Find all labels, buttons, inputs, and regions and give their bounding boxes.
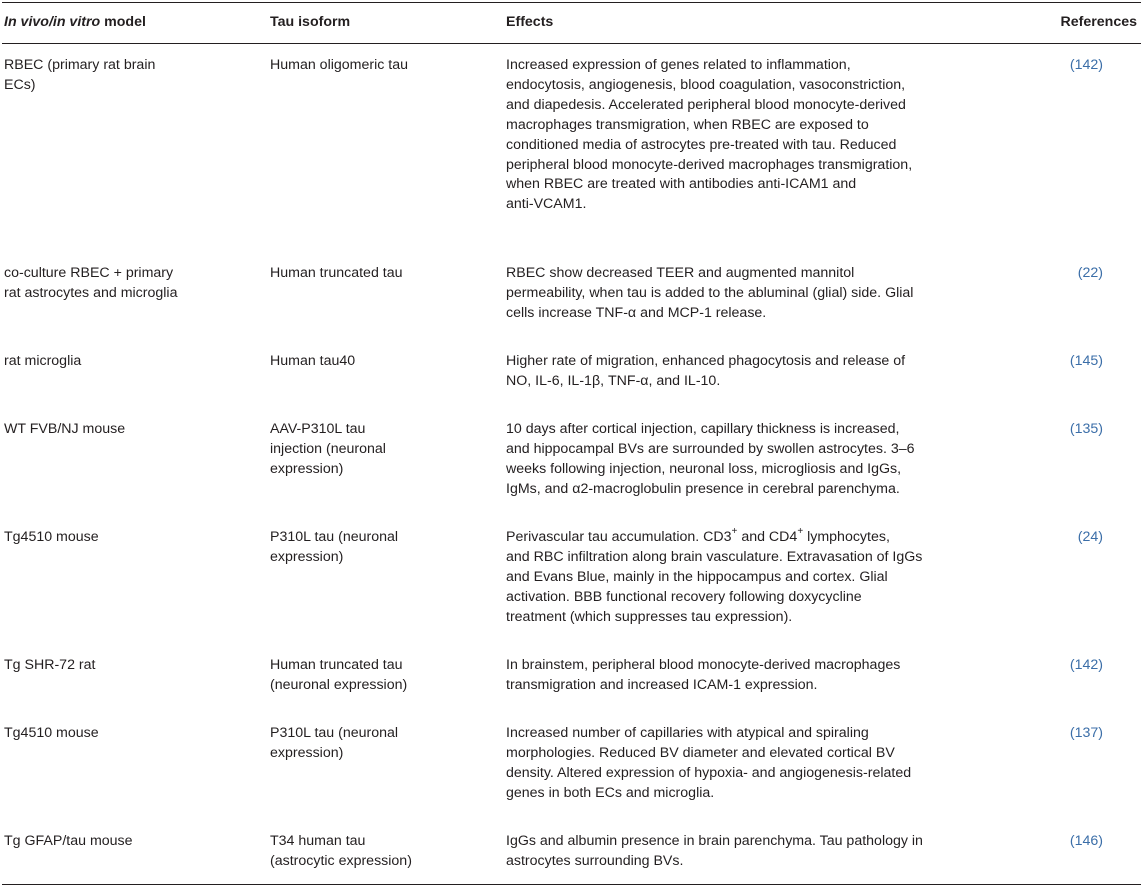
reference-link[interactable]: (142) (1069, 657, 1103, 673)
reference-link[interactable]: (22) (1077, 265, 1103, 281)
reference-link[interactable]: (137) (1069, 725, 1103, 741)
table-row (2, 340, 1141, 408)
reference-link[interactable]: (145) (1069, 353, 1103, 369)
cell-reference (1024, 724, 1141, 744)
cell-model: Tg4510 mouse (4, 725, 99, 741)
table-row (2, 408, 1141, 516)
cell-model: rat microglia (4, 353, 82, 369)
cell-effects: In brainstem, peripheral blood monocyte-derived macrophages transmigration and increased ICAM-1 expression. (506, 657, 901, 693)
cell-model: RBEC (primary rat brain ECs) (4, 57, 156, 93)
cell-effects: IgGs and albumin presence in brain parenchyma. Tau pathology in astrocytes surrounding BVs. (506, 833, 923, 869)
cell-isoform: T34 human tau (astrocytic expression) (270, 833, 412, 869)
cell-isoform: AAV-P310L tau injection (neuronal expression) (270, 421, 386, 477)
cell-effects: Perivascular tau accumulation. CD3+ and CD4+ lymphocytes, and RBC infiltration along brain vasculature. Extravasation of IgGs and Evans Blue, mainly in the hippocampus and cortex. Glial activation. BBB functional recovery following doxycycline treatment (which suppresses tau expression). (506, 526, 923, 625)
cell-reference (1024, 420, 1141, 440)
cell-model: Tg4510 mouse (4, 529, 99, 545)
cell-model: Tg GFAP/tau mouse (4, 833, 133, 849)
cell-reference (1024, 56, 1141, 76)
reference-link[interactable]: (135) (1069, 421, 1103, 437)
table-header (2, 2, 1141, 44)
reference-link[interactable]: (146) (1069, 833, 1103, 849)
cell-effects: Higher rate of migration, enhanced phagocytosis and release of NO, IL-6, IL-1β, TNF-α, and IL-10. (506, 353, 906, 389)
data-table (2, 2, 1141, 885)
table-row (2, 252, 1141, 340)
cell-effects: Increased expression of genes related to inflammation, endocytosis, angiogenesis, blood coagulation, vasoconstriction, and diapedesis. Accelerated peripheral blood monocyte-derived macrophages transmigration, when RBEC are exposed to conditioned media of astrocytes pre-treated with tau. Reduced peripheral blood monocyte-derived macrophages transmigration, when RBEC are treated with antibodies anti-ICAM1 and anti-VCAM1. (506, 57, 913, 213)
cell-effects: Increased number of capillaries with atypical and spiraling morphologies. Reduced BV diameter and elevated cortical BV density. Altered expression of hypoxia- and angiogenesis-related genes in both ECs and microglia. (506, 725, 912, 801)
cell-model: co-culture RBEC + primary rat astrocytes and microglia (4, 265, 178, 301)
cell-isoform: Human truncated tau (270, 265, 403, 281)
table-row (2, 44, 1141, 252)
header-effects: Effects (506, 14, 554, 31)
header-model: In vivo/in vitro model (4, 14, 146, 31)
cell-effects: 10 days after cortical injection, capillary thickness is increased, and hippocampal BVs are surrounded by swollen astrocytes. 3–6 weeks following injection, neuronal loss, microgliosis and IgGs, IgMs, and α2-macroglobulin presence in cerebral parenchyma. (506, 421, 915, 497)
cell-isoform: Human tau40 (270, 353, 356, 369)
cell-reference (1024, 264, 1141, 284)
cell-isoform: P310L tau (neuronal expression) (270, 725, 399, 761)
cell-isoform: Human truncated tau (neuronal expression) (270, 657, 408, 693)
cell-model: Tg SHR-72 rat (4, 657, 96, 673)
cell-isoform: P310L tau (neuronal expression) (270, 529, 399, 565)
header-references: References (1060, 14, 1137, 31)
table-row (2, 516, 1141, 644)
cell-effects: RBEC show decreased TEER and augmented mannitol permeability, when tau is added to the abluminal (glial) side. Glial cells increase TNF-α and MCP-1 release. (506, 265, 914, 321)
header-isoform: Tau isoform (270, 14, 351, 31)
cell-model: WT FVB/NJ mouse (4, 421, 126, 437)
table-row (2, 820, 1141, 884)
cell-reference (1024, 656, 1141, 676)
table-row (2, 644, 1141, 712)
cell-isoform: Human oligomeric tau (270, 57, 408, 73)
cell-reference (1024, 352, 1141, 372)
cell-reference (1024, 832, 1141, 852)
table-row (2, 712, 1141, 820)
reference-link[interactable]: (24) (1077, 529, 1103, 545)
reference-link[interactable]: (142) (1069, 57, 1103, 73)
cell-reference (1024, 528, 1141, 548)
